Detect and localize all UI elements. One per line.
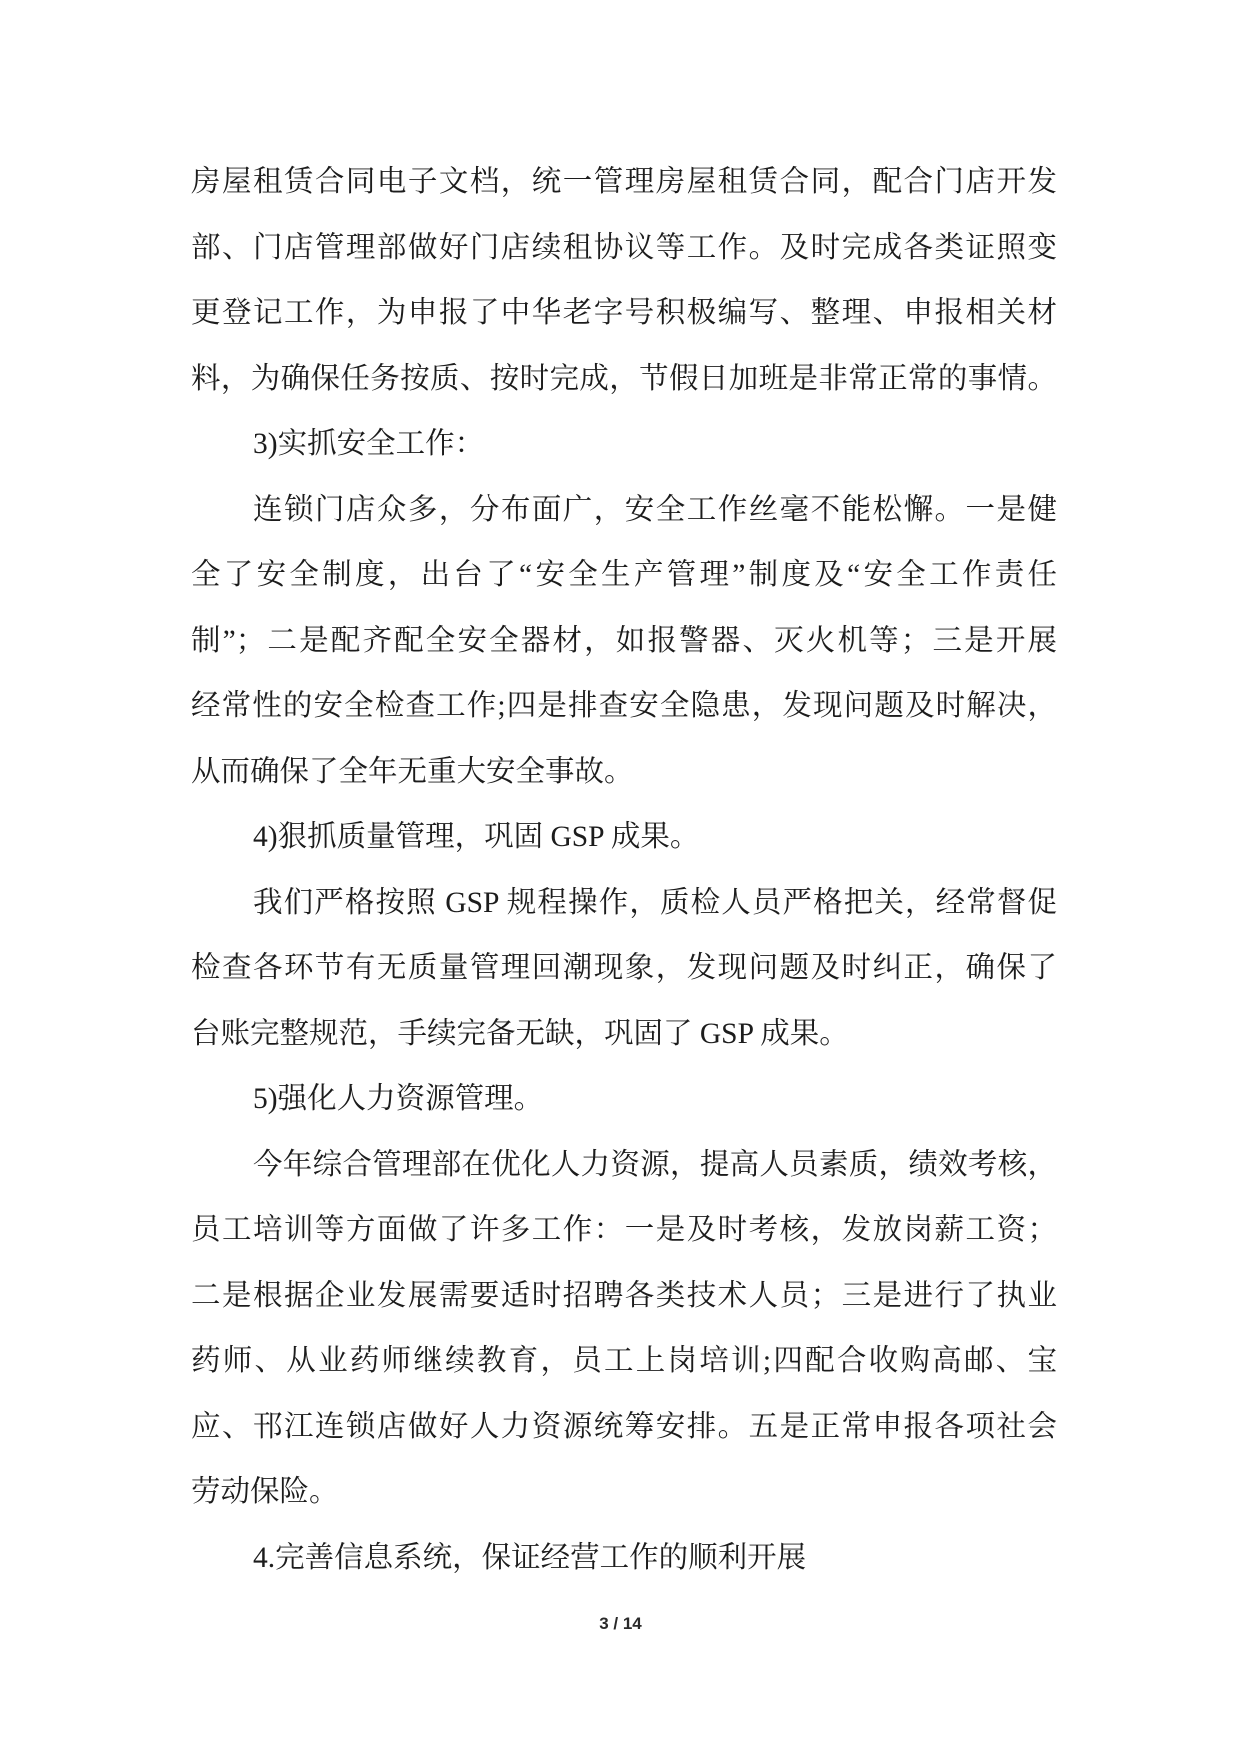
text-line: 房屋租赁合同电子文档，统一管理房屋租赁合同，配合门店开发 xyxy=(191,166,1057,198)
paragraph xyxy=(191,478,1057,806)
text-line: 检查各环节有无质量管理回潮现象，发现问题及时纠正，确保了 xyxy=(191,952,1057,984)
section-heading xyxy=(191,412,1057,478)
text-line: 员工培训等方面做了许多工作：一是及时考核，发放岗薪工资； xyxy=(191,1214,1057,1246)
heading-text: 5)强化人力资源管理。 xyxy=(253,1083,544,1115)
heading-text: 4.完善信息系统，保证经营工作的顺利开展 xyxy=(253,1541,807,1574)
text-line: 今年综合管理部在优化人力资源，提高人员素质，绩效考核， xyxy=(253,1148,1057,1181)
paragraph xyxy=(191,871,1057,1068)
text-line: 台账完整规范，手续完备无缺，巩固了 GSP 成果。 xyxy=(191,1017,849,1050)
text-line: 劳动保险。 xyxy=(191,1476,339,1508)
text-line: 我们严格按照 GSP 规程操作，质检人员严格把关，经常督促 xyxy=(253,886,1057,919)
text-line: 部、门店管理部做好门店续租协议等工作。及时完成各类证照变 xyxy=(191,231,1057,264)
text-line: 经常性的安全检查工作;四是排查安全隐患，发现问题及时解决， xyxy=(191,690,1057,722)
text-line: 制”；二是配齐配全安全器材，如报警器、灭火机等；三是开展 xyxy=(191,624,1057,657)
section-heading xyxy=(191,805,1057,871)
paragraph xyxy=(191,1133,1057,1526)
heading-text: 4)狠抓质量管理，巩固 GSP 成果。 xyxy=(253,821,700,853)
document-body xyxy=(191,150,1057,1591)
page-number: 3 / 14 xyxy=(599,1614,642,1633)
section-heading xyxy=(191,1526,1057,1592)
text-line: 二是根据企业发展需要适时招聘各类技术人员；三是进行了执业 xyxy=(191,1279,1057,1312)
text-line: 从而确保了全年无重大安全事故。 xyxy=(191,755,634,788)
heading-text: 3)实抓安全工作： xyxy=(253,428,485,460)
text-line: 药师、从业药师继续教育，员工上岗培训;四配合收购高邮、宝 xyxy=(191,1345,1057,1377)
text-line: 应、邗江连锁店做好人力资源统筹安排。五是正常申报各项社会 xyxy=(191,1410,1057,1443)
section-heading xyxy=(191,1067,1057,1133)
text-line: 料，为确保任务按质、按时完成，节假日加班是非常正常的事情。 xyxy=(191,362,1057,395)
text-line: 更登记工作，为申报了中华老字号积极编写、整理、申报相关材 xyxy=(191,297,1057,329)
text-line: 连锁门店众多，分布面广，安全工作丝毫不能松懈。一是健 xyxy=(253,493,1057,526)
text-line: 全了安全制度，出台了“安全生产管理”制度及“安全工作责任 xyxy=(191,559,1057,591)
paragraph xyxy=(191,150,1057,412)
